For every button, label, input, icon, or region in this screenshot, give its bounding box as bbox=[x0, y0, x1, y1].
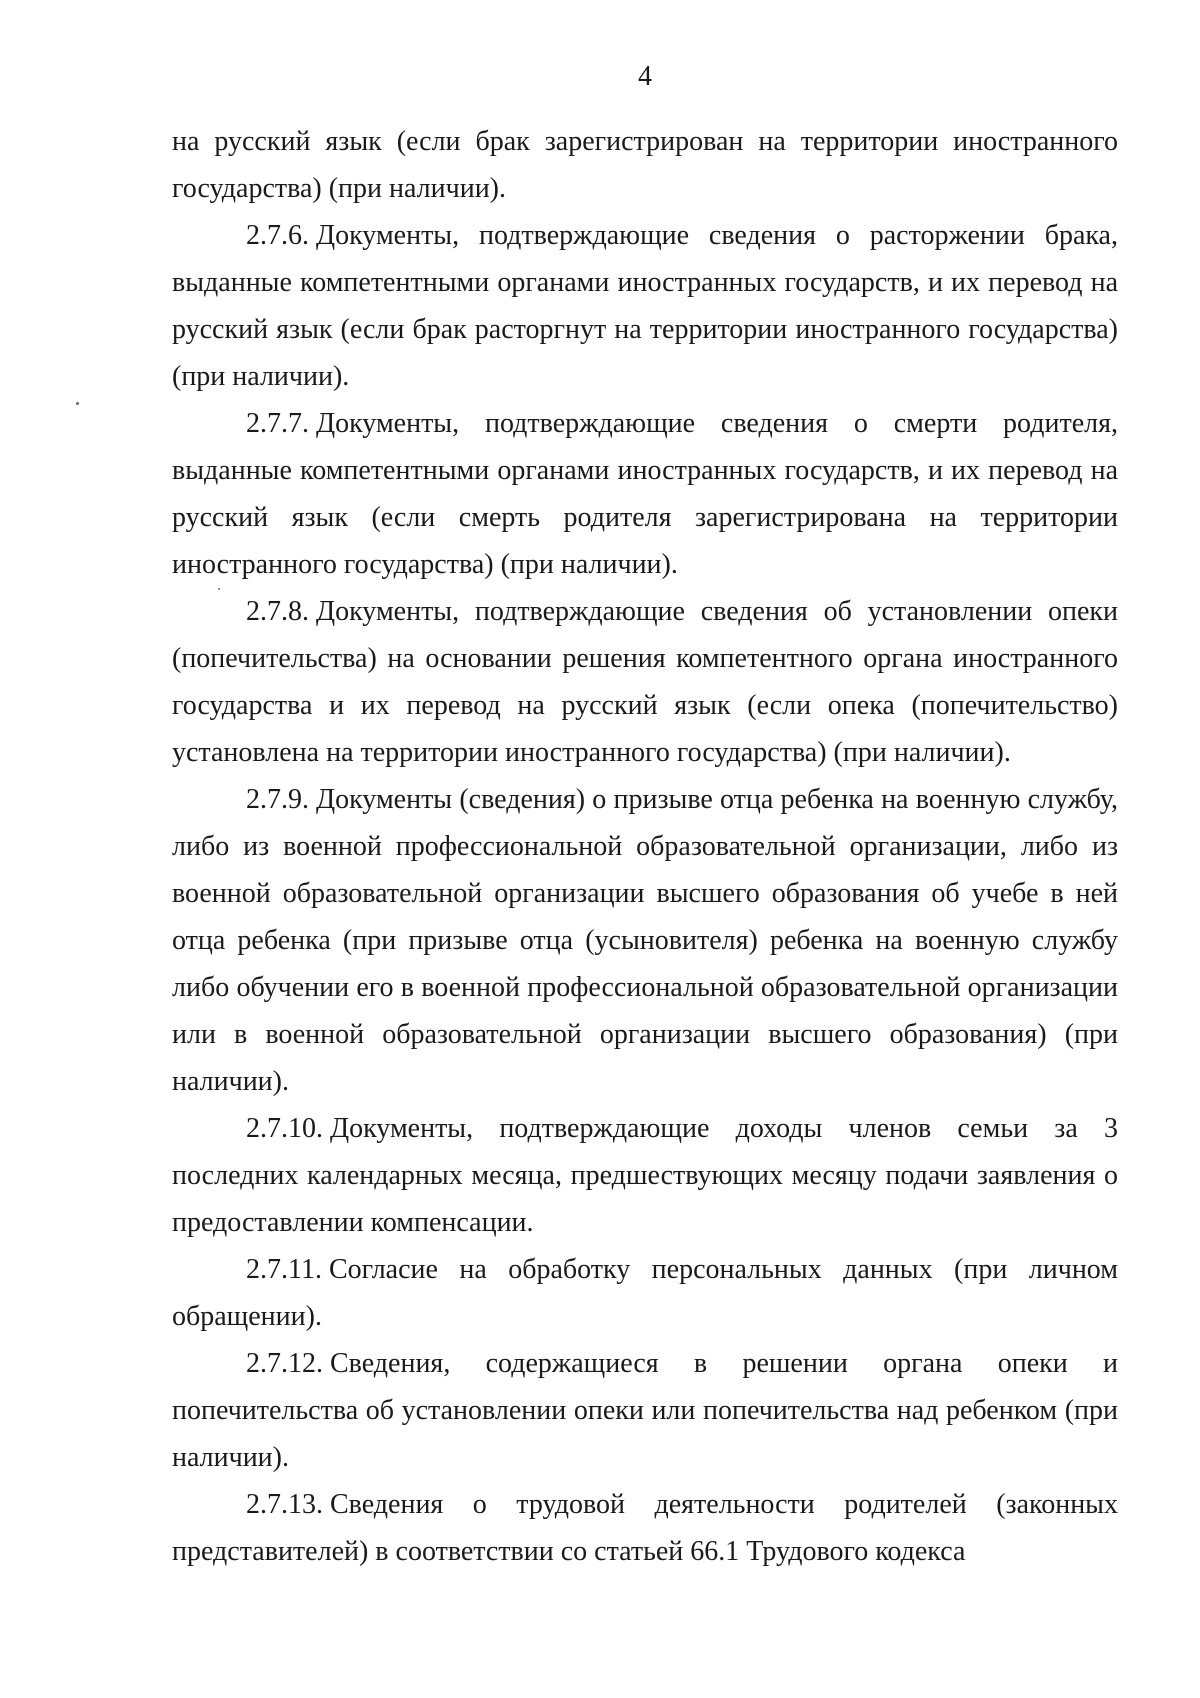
paragraph-text: Документы, подтверждающие сведения о смерти родителя, выданные компетентными органами иностранных государств, и их перевод на русский язык (если смерть родителя зарегистрирована на территории иностранного государства) (при наличии). bbox=[172, 408, 1118, 580]
paragraph-text: Сведения, содержащиеся в решении органа опеки и попечительства об установлении опеки или попечительства над ребенком (при наличии). bbox=[172, 1348, 1118, 1473]
paragraph-text: Сведения о трудовой деятельности родителей (законных представителей) в соответствии со статьей 66.1 Трудового кодекса bbox=[172, 1489, 1118, 1567]
paragraph-number: 2.7.12. bbox=[246, 1348, 323, 1379]
page-number: 4 bbox=[638, 61, 652, 92]
paragraph-2-7-8 bbox=[172, 588, 1118, 776]
document-body bbox=[172, 118, 1118, 1575]
paragraph-number: 2.7.8. bbox=[246, 596, 309, 627]
paragraph-text: Согласие на обработку персональных данных (при личном обращении). bbox=[172, 1254, 1118, 1332]
scan-speck bbox=[76, 402, 79, 405]
paragraph-number: 2.7.10. bbox=[246, 1113, 323, 1144]
paragraph-number: 2.7.9. bbox=[246, 784, 309, 815]
paragraph-number: 2.7.13. bbox=[246, 1489, 323, 1520]
paragraph-number: 2.7.7. bbox=[246, 408, 309, 439]
paragraph-number: 2.7.6. bbox=[246, 220, 309, 251]
paragraph-2-7-13 bbox=[172, 1481, 1118, 1575]
paragraph-text: Документы, подтверждающие доходы членов семьи за 3 последних календарных месяца, предшествующих месяцу подачи заявления о предоставлении компенсации. bbox=[172, 1113, 1118, 1238]
paragraph-continuation bbox=[172, 118, 1118, 212]
paragraph-2-7-7 bbox=[172, 400, 1118, 588]
paragraph-text: на русский язык (если брак зарегистрирован на территории иностранного государства) (при наличии). bbox=[172, 126, 1118, 204]
paragraph-text: Документы (сведения) о призыве отца ребенка на военную службу, либо из военной профессиональной образовательной организации, либо из военной образовательной организации высшего образования об учебе в ней отца ребенка (при призыве отца (усыновителя) ребенка на военную службу либо обучении его в военной профессиональной образовательной организации или в военной образовательной организации высшего образования) (при наличии). bbox=[172, 784, 1118, 1097]
paragraph-2-7-11 bbox=[172, 1246, 1118, 1340]
paragraph-2-7-10 bbox=[172, 1105, 1118, 1246]
paragraph-text: Документы, подтверждающие сведения об установлении опеки (попечительства) на основании решения компетентного органа иностранного государства и их перевод на русский язык (если опека (попечительство) установлена на территории иностранного государства) (при наличии). bbox=[172, 596, 1118, 768]
paragraph-2-7-12 bbox=[172, 1340, 1118, 1481]
paragraph-2-7-9 bbox=[172, 776, 1118, 1105]
paragraph-2-7-6 bbox=[172, 212, 1118, 400]
paragraph-number: 2.7.11. bbox=[246, 1254, 322, 1285]
scan-speck bbox=[218, 588, 220, 590]
paragraph-text: Документы, подтверждающие сведения о расторжении брака, выданные компетентными органами иностранных государств, и их перевод на русский язык (если брак расторгнут на территории иностранного государства) (при наличии). bbox=[172, 220, 1118, 392]
